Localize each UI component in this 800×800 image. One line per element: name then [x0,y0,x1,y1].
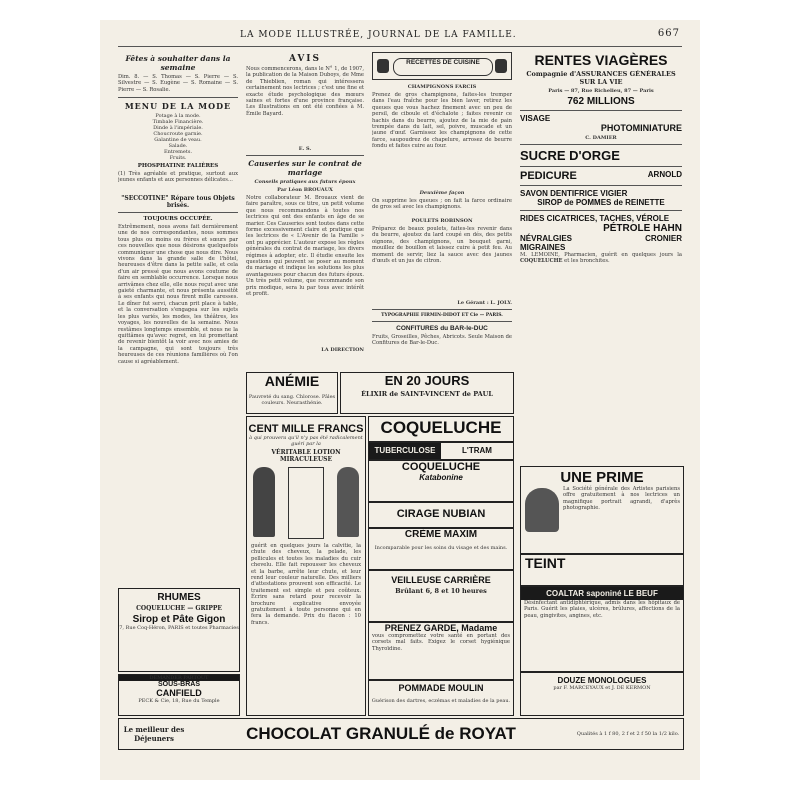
separator [372,309,512,310]
menu-item: Dinde à l'impériale. [153,125,203,131]
right-column [520,52,682,462]
confitures-text: Fruits, Groseilles, Pêches, Abricots. Seule Maison de Confitures de Bar-le-Duc. [372,334,512,347]
monologues-ad [520,672,684,716]
champignons-text: Prenez de gros champignons, faites-les tremper dans l'eau fraîche pour les bien laver, retirez les queues que vous hachez finement avec un peu de persil, de ciboule et d'échalote ; faites revenir ce hachis dans du beurre, ajoutez de la mie de pain trempée dans du lait, sel, poivre, muscade et un jaune d'œuf. Garnissez les champignons de cette farce, saupoudrez de chapelure, arrosez de beurre fondu et faites cuire au four. [372,92,512,150]
typographie: TYPOGRAPHIE FIRMIN-DIDOT ET Cie — PARIS. [381,313,503,318]
separator [520,166,682,167]
left-column [118,52,238,412]
menu-item: Galantine de veau. [154,137,202,143]
compagnie-name: Compagnie d'ASSURANCES GÉNÉRALES SUR LA VIE [526,70,676,86]
damier-name: C. DAMIER [585,135,617,141]
journal-title: LA MODE ILLUSTRÉE, JOURNAL DE LA FAMILLE. [240,30,517,40]
recettes-banner [372,52,512,80]
direction-signature: LA DIRECTION [321,347,364,353]
coqueluche-grippe: COQUELUCHE — GRIPPE [136,605,222,612]
coqueluche2-title: COQUELUCHE [401,461,481,473]
anemie-ad [246,372,338,414]
avis-title: AVIS [288,54,322,64]
separator [118,212,238,213]
cirage-ad [368,502,514,528]
cent-mille-ad [246,416,366,716]
rhumes-title: RHUMES [157,592,201,603]
prenez-garde-text: vous compromettez votre santé en portant des corsets mal faits. Exigez le corset hygiénique Thyroïdine. [372,633,510,652]
peck-address: PECK & Cie, 18, Rue du Temple [138,698,220,704]
canfield-ad [118,674,240,716]
creme-title: CRÈME MAXIM [404,529,478,540]
veilleuse-ad [368,570,514,622]
veilleuse-subtitle: Brûlant 6, 8 et 10 heures [395,587,487,595]
tuberculose-title: TUBERCULOSE [369,443,441,459]
pommade-ad [368,680,514,716]
phosphatine-text: (1) Très agréable et pratique, surtout aux jeunes enfants et aux personnes délicates... [118,171,238,184]
separator [520,110,682,111]
poulets-text: Préparez de beaux poulets, faites-les revenir dans du beurre, ajoutez du lard coupé en dés, des petits oignons, des champignons, un bouquet garni, mouillez de bouillon et laissez cuire à petit feu. Au moment de servir, liez la sauce avec des jaunes d'œufs et un jus de citron. [372,226,512,265]
fetes-text: Dim. 8. — S. Thomas — S. Pierre — S. Silvestre — S. Eugène — S. Romaine — S. Pierre — S. Rosalie. [118,74,238,93]
sirop-gigon: Sirop et Pâte Gigon [132,614,226,625]
pedicure-row [520,170,682,182]
figure-illustration [253,467,275,537]
menu-item: Fruits. [169,155,187,161]
coqueluche-title: COQUELUCHE [380,418,502,437]
nevralgies-ad: NÉVRALGIES [520,234,573,243]
menu-item: Entremets. [163,149,193,155]
douze-title: DOUZE MONOLOGUES [557,676,647,685]
creme-ad [368,528,514,570]
coqueluche-mention-text: M. LEMOINE, Pharmacien, guérit en quelques jours la COQUELUCHE et les bronchites. [520,252,682,265]
compagnie-address: Paris — 87, Rue Richelieu, 87 — Paris [548,88,654,94]
creme-text: Incomparable pour les soins du visage et des mains. [374,545,508,551]
fetes-title: Fêtes à souhaiter dans la semaine [125,54,231,72]
migraines-ad: MIGRAINES [520,243,566,252]
chocolat-ad [118,718,684,750]
prenez-garde-title: PRENEZ GARDE, Madame [384,623,498,633]
separator [372,321,512,322]
coaltar-title: COALTAR saponiné LE BEUF [521,587,683,600]
toujours-title: TOUJOURS OCCUPÉE. [143,216,213,222]
separator [520,210,682,211]
sous-bras: SOUS-BRAS [157,681,200,688]
gerant: Le Gérant : L. JOLY. [457,300,512,306]
une-prime-text: La Société générale des Artistes parisiens offre gratuitement à nos lectrices un magnifique portrait agrandi, d'après photographie. [563,486,680,512]
arnold-name: ARNOLD [647,170,682,179]
chocolat-title: CHOCOLAT GRANULÉ de ROYAT [246,724,516,743]
chocolat-prices: Qualités à 1 f 80, 2 f et 2 f 50 la 1/2 kilo. [576,731,680,737]
coqueluche-mention: COQUELUCHE [520,258,563,265]
avis-text: Nous commencerons, dans le N° 1, de 1907, la publication de la Maison Duboys, de Mme de Thieblien, roman qui intéressera certainement nos lectrices ; c'est une fine et exacte étude psychologique des mœurs saines et fortes d'une province française. Les illustrations en ont été confiées à M. Émile Bayard. [246,66,364,117]
causeries-text: Notre collaborateur M. Brouaux vient de faire paraître, sous ce titre, un petit volume que nous recommandons à toutes nos lectrices qui ont des enfants en âge de se marier. Ces Causeries sont toutes dans cette forme excessivement claire et pratique que les lectrices de « L'Avenir de la Famille » ont pu apprécier. L'auteur expose les règles générales du contrat de mariage, les divers régimes à adopter, etc. Il étudie ensuite les questions qui peuvent se poser au moment du mariage et indique les solutions les plus avantageuses pour chacun des futurs époux. Un très petit volume, que recommande son prix modique, sera lu par tous avec intérêt et profit. [246,195,364,298]
causeries-title: Causeries sur le contrat de mariage [248,159,362,177]
menu-item: Timbale Financière. [152,119,204,125]
portrait-illustration [525,488,559,532]
menu-title: MENU DE LA MODE [124,101,232,111]
katabonine-name: Katabonine [419,473,463,482]
pot-icon [495,59,507,73]
menu-item: Choucroute garnie. [153,131,203,137]
rides-ad: RIDES CICATRICES, TACHES, VÉROLE [520,214,670,223]
text-inset [288,467,324,539]
tram-name: L'TRAM [462,446,492,455]
cent-mille-subtitle: à qui prouvera qu'il n'y pas été radicalement guéri par la [249,435,363,447]
cent-mille-text: guérit en quelques jours la calvitie, la chute des cheveux, la pelade, les pellicules et toutes les maladies du cuir chevelu. Elle fait repousser les cheveux et la barbe, arrête leur chute, et leur rend leur couleur naturelle. Des milliers d'attestations prouvent son efficacité. Le traitement est simple et peu coûteux. Écrire sans retard pour recevoir la brochure explicative envoyée gratuitement à toute personne qui en fera la demande. Prix du flacon : 10 francs. [251,543,361,626]
photominiature-ad: PHOTOMINIATURE [600,123,682,133]
visage-ad: VISAGE [520,114,551,123]
gigon-address: 7, Rue Coq-Héron, PARIS et toutes Pharmacies [119,625,239,631]
champignons-title: CHAMPIGNONS FARCIS [407,84,477,90]
en20jours-title: EN 20 JOURS [384,373,470,388]
teint-ad [520,554,684,586]
menu-item: Potage à la mode. [155,113,201,119]
sucre-ad: SUCRE D'ORGE [520,148,620,163]
causeries-subtitle: Conseils pratiques aux futurs époux [254,179,356,185]
teint-title: TEINT [525,555,566,571]
pommade-text: Guérison des dartres, eczémas et maladies de la peau. [371,698,511,704]
page-number: 667 [657,28,680,39]
coqueluche-ad [368,416,514,442]
elixir-name: ÉLIXIR de SAINT-VINCENT de PAUL [361,390,493,398]
veilleuse-title: VEILLEUSE CARRIÈRE [391,575,491,585]
katabonine-ad [368,460,514,502]
deuxieme-title: Deuxième façon [419,190,465,196]
une-prime-title: UNE PRIME [560,469,644,486]
recettes-title: RECETTES DE CUISINE [393,58,493,76]
tuberculose-ad [368,442,514,460]
menu-list [118,113,238,161]
meilleur-dejeuners: Le meilleur des Déjeuners [123,725,185,743]
separator [118,97,238,98]
header-rule [118,46,682,47]
separator [520,144,682,145]
canfield-name: CANFIELD [156,688,202,698]
deuxieme-text: On supprime les queues ; on fait la farce ordinaire de gros sel avec les champignons. [372,198,512,211]
avis-initials: E. S. [298,146,312,152]
confitures-ad: CONFITURES du BAR-le-DUC [396,325,488,332]
illustrations [247,467,365,539]
cronier-name: CRONIER [645,234,682,243]
millions: 762 MILLIONS [567,96,635,107]
figure-illustration [337,467,359,537]
coaltar-text: Désinfectant antidiphtérique, admis dans les hôpitaux de Paris. Guérit les plaies, ulcères, brûlures, affections de la peau, gingivites, angines, etc. [524,600,680,619]
seccotine-ad: "SECCOTINE" Répare tous Objets brisés. [121,195,235,209]
lotion-name: VÉRITABLE LOTION MIRACULEUSE [271,449,341,463]
poulets-title: POULETS ROBINSON [411,218,473,224]
une-prime-ad [520,466,684,554]
cirage-title: CIRAGE NUBIAN [396,508,486,520]
avis-column [246,52,364,372]
cent-mille-title: CENT MILLE FRANCS [248,423,364,435]
petrole-ad: PÉTROLE HAHN [603,223,682,234]
gigon-ad [118,588,240,672]
prenez-garde-ad [368,622,514,680]
pot-icon [377,59,389,73]
anemie-text: Pauvreté du sang. Chlorose. Pâles couleurs. Neurasthénie. [248,394,336,406]
phosphatine-title: PHOSPHATINE FALIÈRES [137,163,219,169]
page-header [100,26,700,46]
une-prime-body [521,486,683,534]
anemie-title: ANÉMIE [264,373,320,389]
nevralgies-row [520,234,682,243]
newspaper-page [100,20,700,780]
menu-item: Salade. [168,143,188,149]
en20jours-ad [340,372,514,414]
coaltar-ad [520,586,684,672]
separator [246,155,364,156]
causeries-author: Par Léon BROUAUX [277,187,333,193]
separator [520,185,682,186]
savon-ad: SAVON DENTIFRICE VIGIER [520,189,628,198]
pedicure-ad: PEDICURE [520,170,577,182]
recettes-column [372,52,512,362]
toujours-text: Extrêmement, nous avons fait dernièrement une de nos correspondantes, nous sommes tous plus ou moins ou frères et sœurs par ces nouvelles que nous désirons quelquefois communiquer une chose que nous dire. Nous vivons dans la grande salle de l'hôtel, heureuses d'être dans la petite salle, et cela d'un air pressé que nous avons coutume de faire en semblable occurrence. Lorsque nous arrivâmes chez elle, elle nous reçut avec une gaieté charmante, et nous présenta aussitôt à ses enfants qui nous firent mille caresses. Le dîner fut servi, chacun prit place à table, et la conversation s'engagea sur les sujets les plus variés, les modes, les théâtres, les voyages, les nouvelles de la semaine. Nous restâmes longtemps ensemble, et nous ne la quittâmes qu'avec regret, en lui promettant de revenir bientôt la voir avec nos amies de la campagne, qui sont toujours très heureuses de ces réunions familières où l'on cause si agréablement. [118,224,238,365]
pommade-title: POMMADE MOULIN [398,683,484,693]
demandez-partout: DEMANDER PARTOUT [119,675,239,681]
rentes-title: RENTES VIAGÈRES [534,52,668,68]
sirop-pommes-ad: SIROP de POMMES de REINETTE [537,198,665,207]
douze-subtitle: par F. MARCEYAUX et J. DE KERMON [553,685,651,691]
